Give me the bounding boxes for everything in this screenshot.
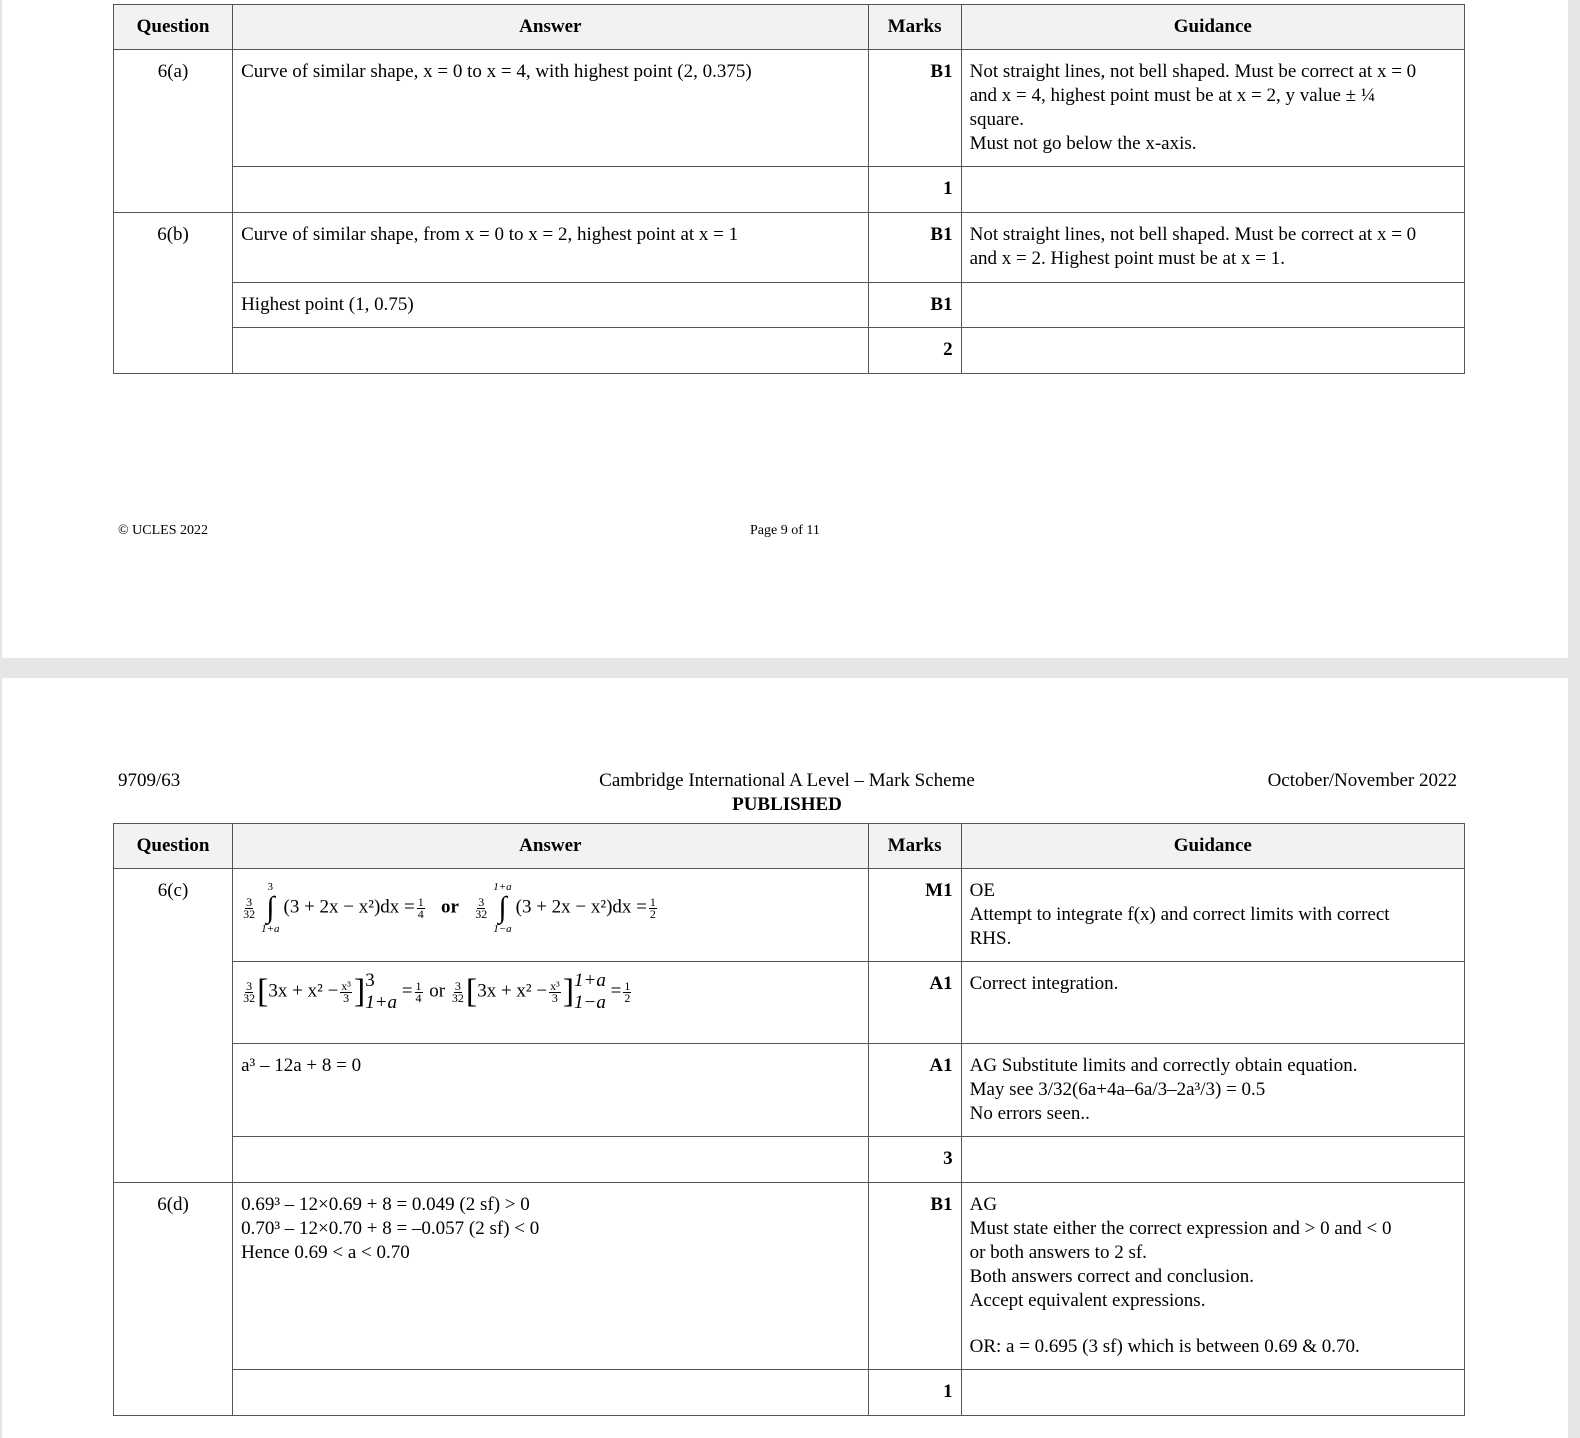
- fraction: [649, 894, 657, 921]
- question-number: 6(d): [114, 1183, 233, 1416]
- integral-icon: 1+a ∫ 1−a: [493, 881, 512, 935]
- numerator: 3: [246, 894, 253, 909]
- answer-line: Hence 0.69 < a < 0.70: [241, 1242, 410, 1263]
- integrand: (3 + 2x − x²)dx =: [515, 896, 647, 918]
- header-marks: Marks: [868, 824, 961, 869]
- answer: a³ – 12a + 8 = 0: [233, 1044, 868, 1137]
- mark: M1: [868, 869, 961, 962]
- or-text: or: [441, 896, 459, 918]
- denominator: 32: [475, 906, 488, 921]
- denominator: 32: [451, 990, 464, 1005]
- total-mark: 3: [868, 1137, 961, 1183]
- copyright: © UCLES 2022: [118, 523, 208, 538]
- total-mark: 1: [868, 167, 961, 213]
- numerator: x³: [550, 978, 560, 993]
- upper-limit: 3: [267, 881, 274, 893]
- lower-limit: 1−a: [493, 923, 512, 935]
- antiderivative: 3x + x² −: [268, 980, 339, 1002]
- table-row: [114, 869, 1465, 962]
- upper-limit: 1+a: [493, 881, 512, 893]
- table-row: [114, 50, 1465, 167]
- guidance-line: OE: [969, 880, 995, 901]
- lower-limit: 1−a: [574, 992, 606, 1013]
- limits: [574, 970, 606, 1014]
- table-row: [114, 962, 1465, 1044]
- denominator: 2: [649, 906, 656, 921]
- guidance-line: AG: [969, 1194, 998, 1215]
- denominator: 32: [243, 990, 256, 1005]
- table-row: [114, 328, 1465, 374]
- fraction: [623, 978, 631, 1005]
- fraction: [549, 978, 561, 1005]
- mark: A1: [868, 1044, 961, 1137]
- mark: B1: [868, 213, 961, 283]
- numerator: 3: [246, 978, 253, 993]
- guidance-line: Not straight lines, not bell shaped. Must be correct at x = 0: [969, 224, 1417, 245]
- guidance-line: Both answers correct and conclusion.: [969, 1266, 1254, 1287]
- header-answer: Answer: [233, 5, 868, 50]
- page-number: Page 9 of 11: [750, 523, 820, 538]
- guidance-line: square.: [969, 109, 1024, 130]
- fraction: [417, 894, 425, 921]
- answer: Curve of similar shape, x = 0 to x = 4, with highest point (2, 0.375): [233, 50, 868, 167]
- upper-limit: 3: [365, 970, 375, 991]
- answer-line: 0.70³ – 12×0.70 + 8 = –0.057 (2 sf) < 0: [241, 1218, 540, 1239]
- exam-session: October/November 2022: [1267, 770, 1457, 791]
- published-label: PUBLISHED: [732, 794, 842, 815]
- limits: [365, 970, 397, 1014]
- guidance-line: OR: a = 0.695 (3 sf) which is between 0.69 & 0.70.: [969, 1336, 1360, 1357]
- upper-limit: 1+a: [574, 970, 606, 991]
- or-text: or: [429, 980, 446, 1002]
- integrand: (3 + 2x − x²)dx =: [283, 896, 415, 918]
- guidance-line: May see 3/32(6a+4a–6a/3–2a³/3) = 0.5: [969, 1079, 1266, 1100]
- header-guidance: Guidance: [961, 5, 1464, 50]
- guidance-line: Must state either the correct expression and > 0 and < 0: [969, 1218, 1392, 1239]
- integral-icon: 3 ∫ 1+a: [261, 881, 280, 935]
- guidance-line: and x = 4, highest point must be at x = 2, y value ± ¼: [969, 85, 1376, 106]
- guidance: [961, 869, 1464, 962]
- equals: =: [610, 980, 622, 1002]
- denominator: 3: [343, 990, 350, 1005]
- numerator: 1: [624, 978, 631, 993]
- paper-code: 9709/63: [118, 770, 181, 791]
- question-number: 6(a): [114, 50, 233, 213]
- guidance-line: Not straight lines, not bell shaped. Must be correct at x = 0: [969, 61, 1417, 82]
- fraction: [415, 978, 423, 1005]
- header-marks: Marks: [868, 5, 961, 50]
- fraction: [340, 978, 352, 1005]
- fraction: [243, 894, 256, 921]
- lower-limit: 1+a: [261, 923, 280, 935]
- fraction: [243, 978, 256, 1005]
- antiderivative: 3x + x² −: [477, 980, 548, 1002]
- table-row: [114, 1044, 1465, 1137]
- guidance: [961, 50, 1464, 167]
- guidance-line: No errors seen..: [969, 1103, 1090, 1124]
- guidance: [961, 1183, 1464, 1370]
- table-row: [114, 213, 1465, 283]
- mark: B1: [868, 1183, 961, 1370]
- question-number: 6(c): [114, 869, 233, 1183]
- fraction: [451, 978, 464, 1005]
- header-question: Question: [114, 824, 233, 869]
- guidance-line: RHS.: [969, 928, 1012, 949]
- guidance-line: Attempt to integrate f(x) and correct limits with correct: [969, 904, 1390, 925]
- answer: Curve of similar shape, from x = 0 to x = 2, highest point at x = 1: [233, 213, 868, 283]
- answer: [233, 1183, 868, 1370]
- header-question: Question: [114, 5, 233, 50]
- answer-line: 0.69³ – 12×0.69 + 8 = 0.049 (2 sf) > 0: [241, 1194, 530, 1215]
- numerator: 1: [649, 894, 656, 909]
- numerator: 1: [417, 894, 424, 909]
- guidance-line: Accept equivalent expressions.: [969, 1290, 1206, 1311]
- guidance: [961, 1044, 1464, 1137]
- mark-scheme-table: [113, 823, 1465, 1416]
- numerator: 1: [415, 978, 422, 993]
- fraction: [475, 894, 488, 921]
- header-answer: Answer: [233, 824, 868, 869]
- mark: A1: [868, 962, 961, 1044]
- guidance-line: or both answers to 2 sf.: [969, 1242, 1147, 1263]
- guidance-line: and x = 2. Highest point must be at x = 1.: [969, 248, 1285, 269]
- table-row: [114, 1183, 1465, 1370]
- answer: Highest point (1, 0.75): [233, 283, 868, 328]
- numerator: x³: [341, 978, 351, 993]
- guidance-line: AG Substitute limits and correctly obtain equation.: [969, 1055, 1358, 1076]
- document-title: Cambridge International A Level – Mark Scheme: [599, 770, 975, 791]
- table-row: [114, 1370, 1465, 1416]
- page-10: [2, 678, 1568, 1438]
- mark: B1: [868, 283, 961, 328]
- mark: B1: [868, 50, 961, 167]
- page-9: [2, 0, 1568, 658]
- guidance: [961, 962, 1464, 1044]
- denominator: 4: [415, 990, 422, 1005]
- table-row: [114, 167, 1465, 213]
- mark-scheme-table: [113, 4, 1465, 374]
- guidance-line: Correct integration.: [969, 973, 1119, 994]
- header-guidance: Guidance: [961, 824, 1464, 869]
- equals: =: [401, 980, 413, 1002]
- table-row: [114, 283, 1465, 328]
- question-number: 6(b): [114, 213, 233, 374]
- denominator: 2: [624, 990, 631, 1005]
- lower-limit: 1+a: [365, 992, 398, 1013]
- total-mark: 2: [868, 328, 961, 374]
- numerator: 3: [454, 978, 461, 993]
- table-row: [114, 1137, 1465, 1183]
- numerator: 3: [478, 894, 485, 909]
- total-mark: 1: [868, 1370, 961, 1416]
- answer-integration: $\frac{3}{32}$ [3x + x² − $\frac{\text{x³}}{3}$ ] 3 1+a = $\frac{1}{4}$ or $\frac{3}{32}$ [3x + x² − $\frac{\text{x³}}{3}$ ] 1+a 1−a = $\frac{1}{2}$: [233, 962, 868, 1044]
- denominator: 3: [551, 990, 558, 1005]
- answer-integral: [233, 869, 868, 962]
- denominator: 4: [417, 906, 424, 921]
- guidance-line: Must not go below the x-axis.: [969, 133, 1197, 154]
- denominator: 32: [243, 906, 256, 921]
- guidance: [961, 213, 1464, 283]
